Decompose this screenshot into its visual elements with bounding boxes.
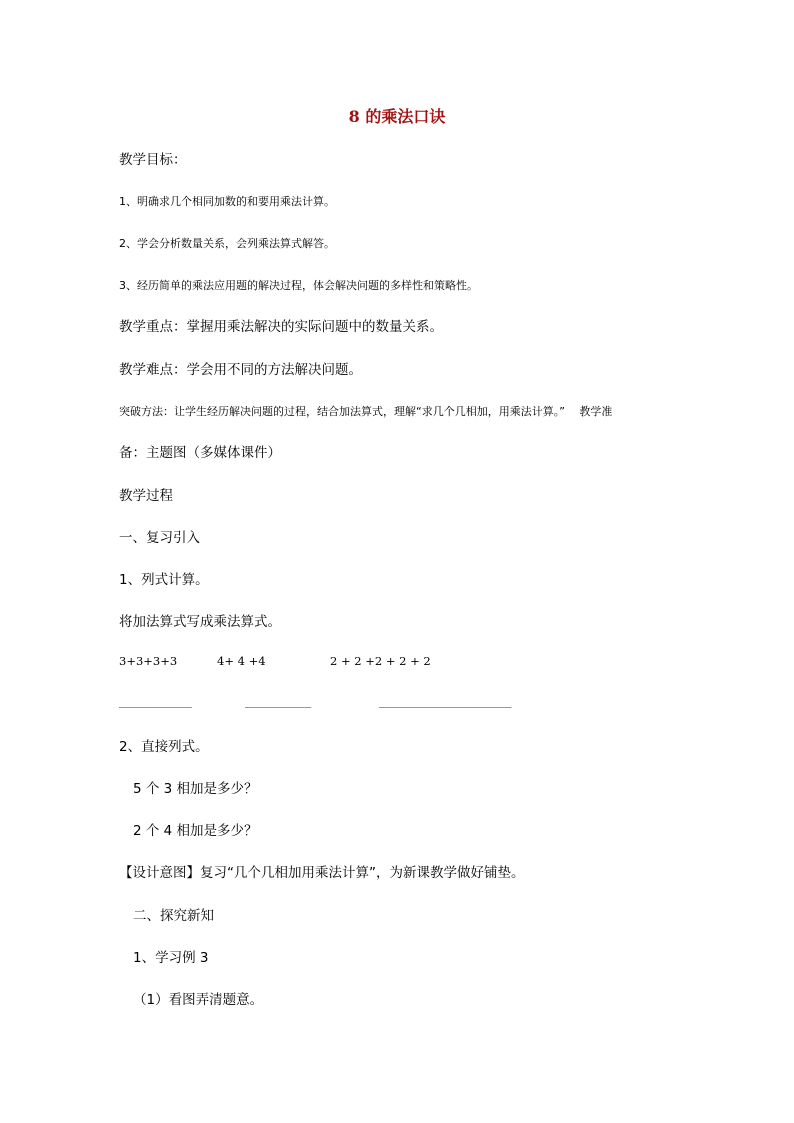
answer-blank: __________ bbox=[245, 695, 312, 708]
design-intent: 【设计意图】复习“几个几相加用乘法计算”，为新课教学做好铺垫。 bbox=[119, 865, 525, 881]
exercise-item: 2、直接列式。 bbox=[119, 739, 209, 755]
addition-expression: 2 + 2 +2 + 2 + 2 bbox=[330, 654, 431, 668]
section-heading: 一、复习引入 bbox=[119, 530, 200, 546]
objective-item: 2、学会分析数量关系，会列乘法算式解答。 bbox=[119, 237, 335, 250]
section-heading: 二、探究新知 bbox=[133, 908, 214, 924]
document-title: 8 的乘法口诀 bbox=[348, 107, 446, 126]
teaching-prep: 备：主题图（多媒体课件） bbox=[119, 445, 281, 461]
objective-item: 1、明确求几个相同加数的和要用乘法计算。 bbox=[119, 195, 335, 208]
exercise-item: 1、列式计算。 bbox=[119, 572, 209, 588]
addition-expression: 4+ 4 +4 bbox=[217, 654, 266, 668]
step-item: （1）看图弄清题意。 bbox=[133, 992, 264, 1008]
answer-blank: ___________ bbox=[119, 695, 192, 708]
breakthrough-method: 突破方法：让学生经历解决问题的过程，结合加法算式，理解“求几个几相加，用乘法计算。” 教学准 bbox=[119, 405, 613, 418]
key-point: 教学重点：掌握用乘法解决的实际问题中的数量关系。 bbox=[119, 319, 443, 335]
question: 2 个 4 相加是多少？ bbox=[133, 823, 258, 839]
example-item: 1、学习例 3 bbox=[133, 950, 209, 966]
difficult-point: 教学难点：学会用不同的方法解决问题。 bbox=[119, 362, 362, 378]
addition-expression: 3+3+3+3 bbox=[119, 654, 178, 668]
question: 5 个 3 相加是多少？ bbox=[133, 781, 258, 797]
objectives-heading: 教学目标： bbox=[119, 152, 187, 168]
process-heading: 教学过程 bbox=[119, 488, 173, 504]
exercise-instruction: 将加法算式写成乘法算式。 bbox=[119, 614, 281, 630]
answer-blank: ____________________ bbox=[379, 695, 512, 708]
objective-item: 3、经历简单的乘法应用题的解决过程，体会解决问题的多样性和策略性。 bbox=[119, 279, 478, 292]
